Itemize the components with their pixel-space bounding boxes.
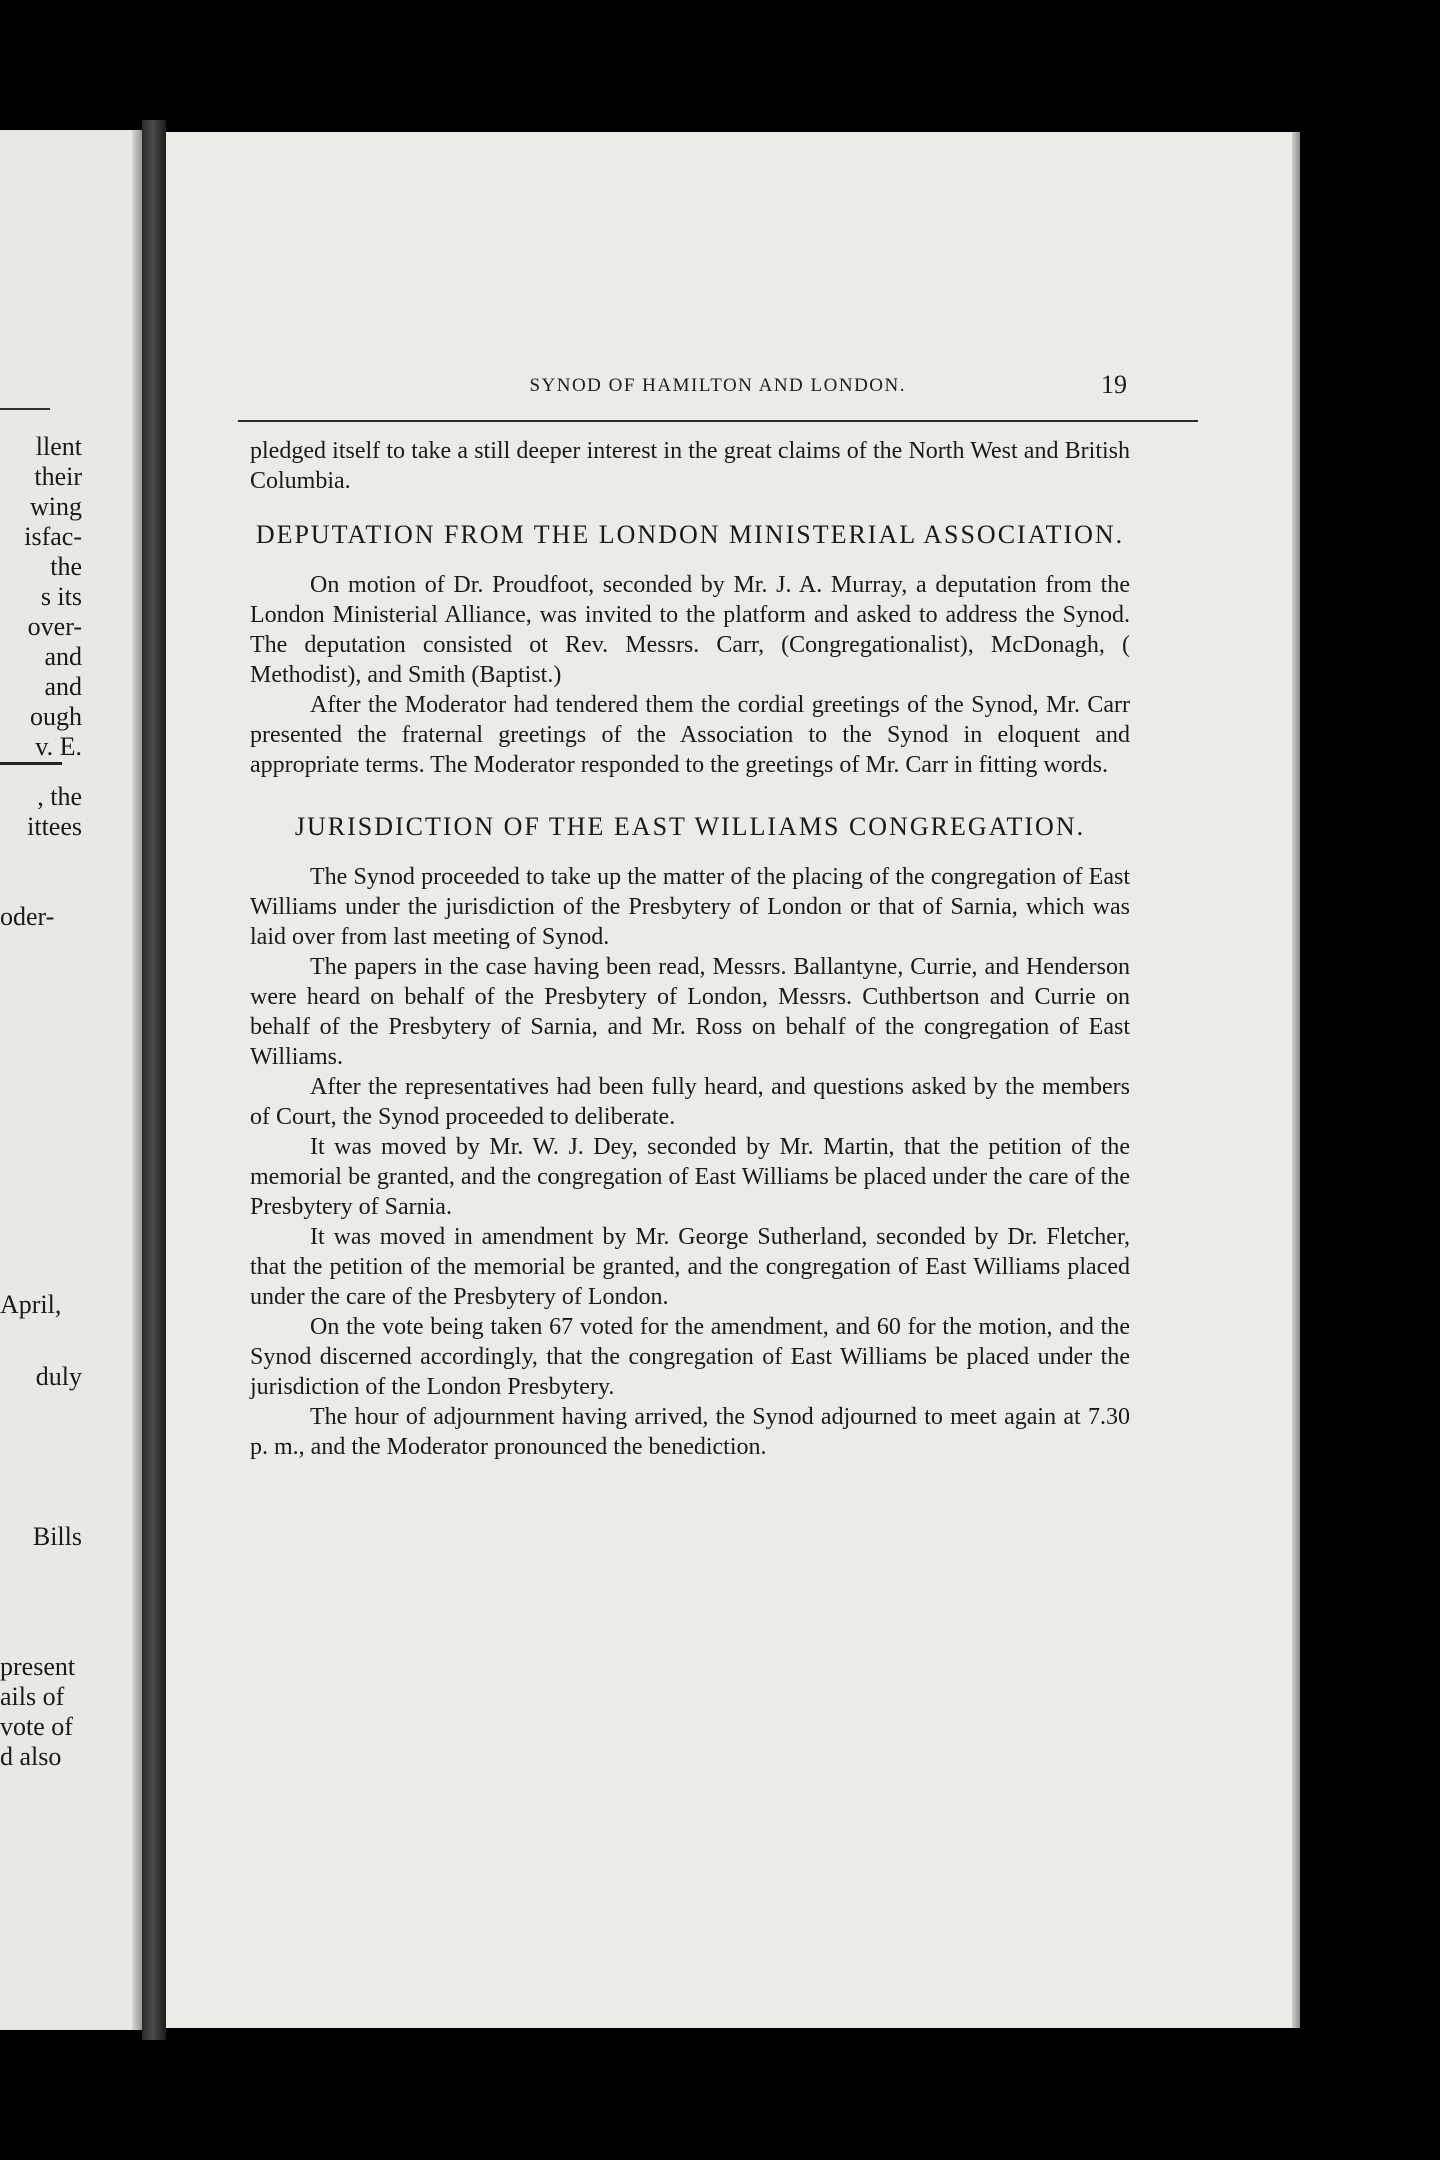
header-rule [238,420,1198,422]
previous-page-text: ough [30,702,82,731]
previous-page-text: isfac- [24,522,82,551]
previous-page-text: their [34,462,82,491]
previous-page-text: and [44,642,82,671]
paragraph: It was moved by Mr. W. J. Dey, seconded by Mr. Martin, that the petition of the memorial be granted, and the congregation of East Williams be placed under the care of the Presbytery of Sarnia. [250,1134,1130,1220]
section-heading: DEPUTATION FROM THE LONDON MINISTERIAL ASSOCIATION. [255,520,1125,549]
paragraph: pledged itself to take a still deeper interest in the great claims of the North West and British Columbia. [250,438,1130,494]
running-head [166,375,906,397]
paragraph: The papers in the case having been read, Messrs. Ballantyne, Currie, and Henderson were heard on behalf of the Presbytery of London, Messrs. Cuthbertson and Currie on behalf of the Presbytery of Sarnia, and Mr. Ross on behalf of the congregation of East Williams. [250,954,1130,1070]
paragraph: It was moved in amendment by Mr. George Sutherland, seconded by Dr. Fletcher, that the petition of the memorial be granted, and the congregation of East Williams placed under the care of the Presbytery of London. [250,1224,1130,1310]
previous-page-text: wing [30,492,82,521]
page [166,132,1300,2028]
previous-page-text: Bills [32,1522,82,1551]
page-body [250,436,1130,1462]
previous-page-text: d also [0,1742,62,1771]
previous-page-text: oder- [0,902,55,931]
running-head-title: SYNOD OF HAMILTON AND LONDON. [529,375,906,396]
section-heading: JURISDICTION OF THE EAST WILLIAMS CONGREGATION. [294,812,1086,841]
previous-page-fragment [0,130,142,2030]
previous-page-text: and [44,672,82,701]
gutter-shadow [132,130,142,2030]
paragraph: After the Moderator had tendered them the cordial greetings of the Synod, Mr. Carr presented the fraternal greetings of the Association to the Synod in eloquent and appropriate terms. The Moderator responded to the greetings of Mr. Carr in fitting words. [250,692,1130,778]
previous-page-text: ittees [27,812,82,841]
page-number: 19 [1101,370,1127,399]
paragraph: On motion of Dr. Proudfoot, seconded by Mr. J. A. Murray, a deputation from the London Ministerial Alliance, was invited to the platform and asked to address the Synod. The deputation consisted ot Rev. Messrs. Carr, (Congregationalist), McDonagh, ( Methodist), and Smith (Baptist.) [250,572,1130,688]
previous-page-text: v. E. [35,732,82,761]
previous-page-text: llent [35,432,82,461]
previous-page-text: ails of [0,1682,65,1711]
previous-page-text: April, [0,1290,62,1319]
previous-page-text: s its [40,582,82,611]
page-edge-shadow [1292,132,1300,2028]
previous-page-header-rule [0,408,50,410]
paragraph: The Synod proceeded to take up the matter of the placing of the congregation of East Williams under the jurisdiction of the Presbytery of London or that of Sarnia, which was laid over from last meeting of Synod. [250,864,1130,950]
previous-page-text: present [0,1652,76,1681]
previous-page-text: the [50,552,82,581]
paragraph: On the vote being taken 67 voted for the amendment, and 60 for the motion, and the Synod discerned accordingly, that the congregation of East Williams be placed under the jurisdiction of the London Presbytery. [250,1314,1130,1400]
book-spine [142,120,166,2040]
previous-page-text: vote of [0,1712,73,1741]
paragraph: After the representatives had been fully heard, and questions asked by the members of Court, the Synod proceeded to deliberate. [250,1074,1130,1130]
previous-page-text: , the [37,782,82,811]
paragraph: The hour of adjournment having arrived, the Synod adjourned to meet again at 7.30 p. m., and the Moderator pronounced the benediction. [250,1404,1130,1460]
previous-page-text: duly [35,1362,82,1391]
previous-page-text: over- [27,612,82,641]
previous-page-signature-rule [0,762,62,765]
